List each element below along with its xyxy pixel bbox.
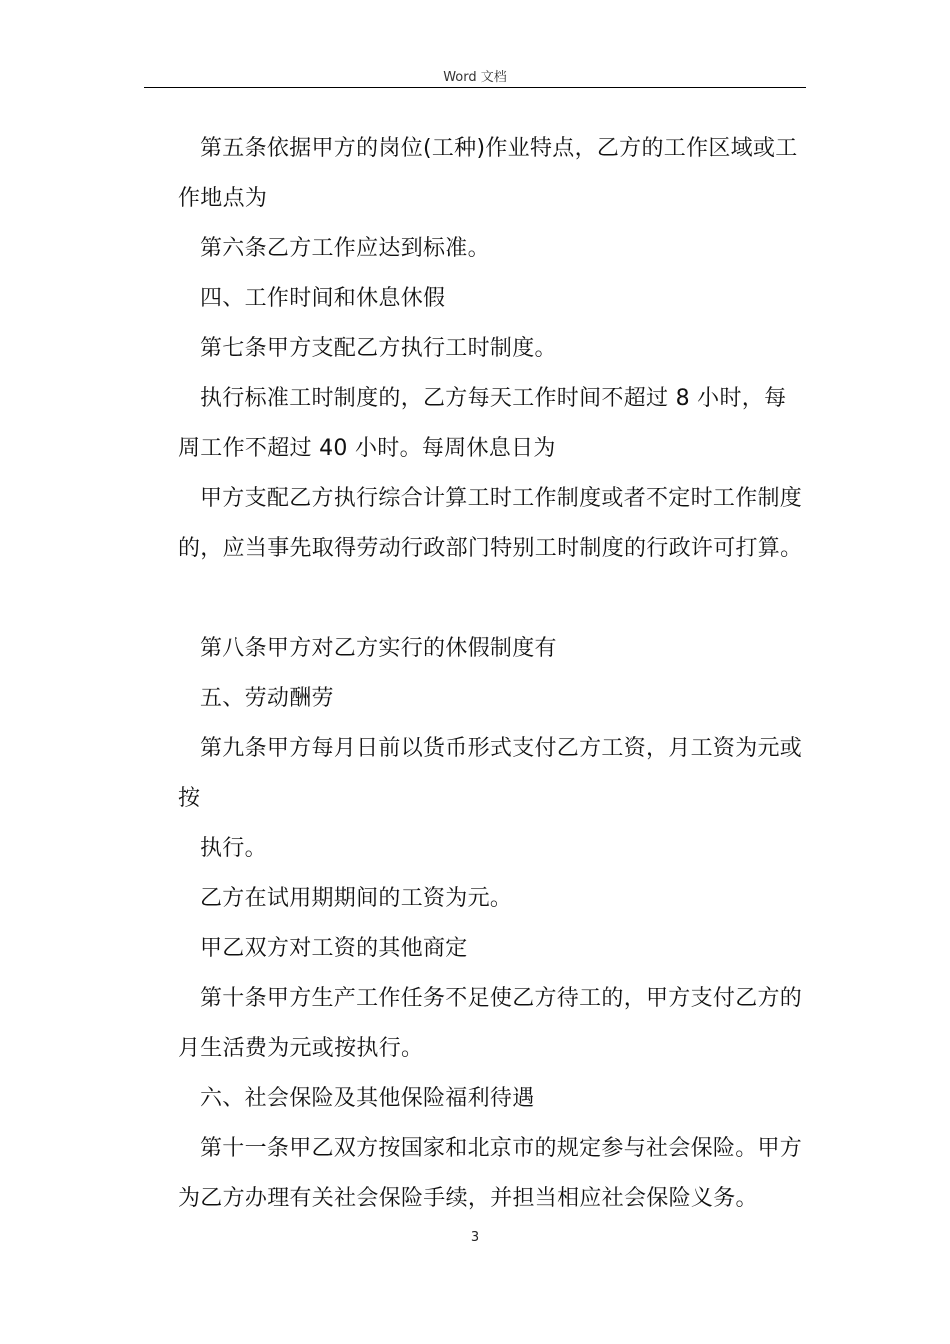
- header-divider: [144, 87, 806, 88]
- section-heading-working-hours: 四、工作时间和休息休假: [200, 286, 446, 311]
- page-number: 3: [470, 1230, 480, 1245]
- paragraph-special-hours: 甲方支配乙方执行综合计算工时工作制度或者不定时工作制度的，应当事先取得劳动行政部门特别工时制度的行政许可打算。: [178, 486, 803, 561]
- document-body: [178, 124, 808, 1224]
- section-heading-social-insurance: 六、社会保险及其他保险福利待遇: [200, 1086, 535, 1111]
- page-header-title: Word 文档: [443, 70, 507, 85]
- paragraph-other-wage-terms: 甲乙双方对工资的其他商定: [200, 936, 468, 961]
- paragraph-article-8: 第八条甲方对乙方实行的休假制度有: [200, 636, 557, 661]
- paragraph-article-6: 第六条乙方工作应达到标准。: [200, 236, 490, 261]
- paragraph-probation-wage: 乙方在试用期期间的工资为元。: [200, 886, 513, 911]
- paragraph-standard-hours: 执行标准工时制度的，乙方每天工作时间不超过 8 小时，每周工作不超过 40 小时。每周休息日为: [178, 386, 787, 461]
- paragraph-article-10: 第十条甲方生产工作任务不足使乙方待工的，甲方支付乙方的月生活费为元或按执行。: [178, 986, 803, 1061]
- paragraph-article-7: 第七条甲方支配乙方执行工时制度。: [200, 336, 557, 361]
- paragraph-article-9: 第九条甲方每月日前以货币形式支付乙方工资，月工资为元或按: [178, 736, 803, 811]
- blank-line: [178, 574, 808, 624]
- paragraph-article-11: 第十一条甲乙双方按国家和北京市的规定参与社会保险。甲方为乙方办理有关社会保险手续，并担当相应社会保险义务。: [178, 1136, 803, 1211]
- section-heading-remuneration: 五、劳动酬劳: [200, 686, 334, 711]
- paragraph-article-5: 第五条依据甲方的岗位(工种)作业特点，乙方的工作区域或工作地点为: [178, 136, 798, 211]
- paragraph-execute: 执行。: [200, 836, 267, 861]
